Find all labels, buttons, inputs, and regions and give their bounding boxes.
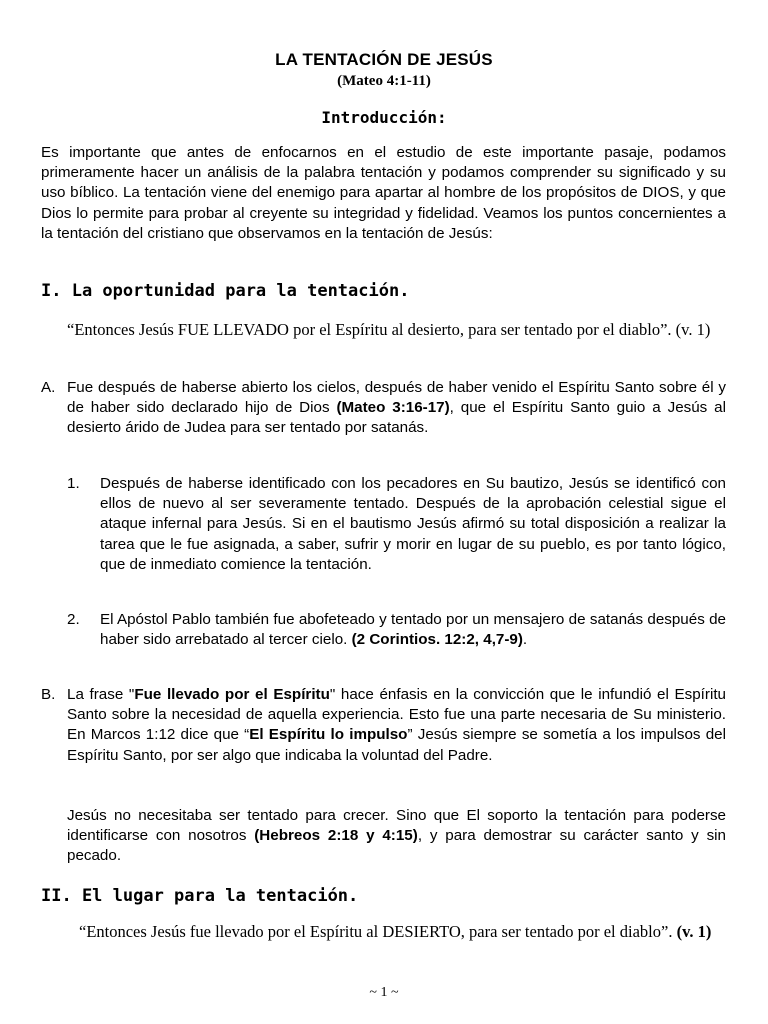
document-title: LA TENTACIÓN DE JESÚS — [275, 50, 493, 69]
point-b2-text-end: , y para demostrar su carácter santo y sin pecado. — [67, 827, 727, 865]
point-b-emphasis-2: El Espíritu lo impulso — [249, 726, 408, 744]
point-a-reference: (Mateo 3:16-17) — [336, 399, 450, 417]
section-2-quote-text: “Entonces Jesús fue llevado por el Espíritu al DESIERTO, para ser tentado por el diablo”. — [79, 922, 677, 941]
point-a-paragraph — [67, 378, 726, 439]
point-a-text-end: , que el Espíritu Santo guio a Jesús al desierto árido de Judea para ser tentado por satanás. — [67, 399, 726, 437]
section-2-heading: II. El lugar para la tentación. — [41, 886, 359, 906]
section-2-quote — [79, 921, 726, 943]
point-b-marker: B. — [41, 686, 56, 703]
section-2-quote-reference: (v. 1) — [676, 922, 712, 941]
sub-2-marker: 2. — [67, 611, 80, 628]
sub-2-text-end: . — [522, 631, 528, 649]
point-b-continuation — [67, 806, 726, 867]
page-number: ~ 1 ~ — [369, 985, 399, 1000]
point-b2-reference: (Hebreos 2:18 y 4:15) — [254, 827, 418, 845]
sub-2-text: El Apóstol Pablo también fue abofeteado y tentado por un mensajero de satanás después de haber sido arrebatado al tercer cielo. — [100, 611, 726, 649]
point-b-text-3: ” Jesús siempre se sometía a los impulsos del Espíritu Santo, por ser algo que indicaba la voluntad del Padre. — [67, 726, 726, 764]
sub-2-paragraph — [100, 610, 726, 650]
point-b-text-1: La frase " — [67, 686, 135, 703]
sub-1-marker: 1. — [67, 475, 80, 492]
point-a-marker: A. — [41, 379, 56, 396]
intro-heading: Introducción: — [321, 108, 447, 127]
sub-1-paragraph: Después de haberse identificado con los pecadores en Su bautizo, Jesús se identificó con ellos de nuevo al ser severamente tentado. Después de la aprobación celestial sigue el ataque infernal para Jesús. Si en el bautismo Jesús afirmó su total disposición a realizar la tarea que le fue asignada, a saber, sufrir y morir en lugar de su pueblo, es por tanto lógico, que de inmediato comience la tentación. — [100, 475, 726, 573]
intro-paragraph: Es importante que antes de enfocarnos en el estudio de este importante pasaje, podamos primeramente hacer un análisis de la palabra tentación y podamos comprender su significado y su uso bíblico. La tentación viene del enemigo para apartar al hombre de los propósitos de DIOS, y que Dios lo permite para probar al creyente su integridad y fidelidad. Veamos los puntos concernientes a la tentación del cristiano que observamos en la tentación de Jesús: — [41, 144, 726, 242]
point-a-text: Fue después de haberse abierto los cielos, después de haber venido el Espíritu Santo sobre él y de haber sido declarado hijo de Dios — [67, 379, 726, 417]
document-subtitle: (Mateo 4:1-11) — [337, 73, 431, 89]
point-b2-text: Jesús no necesitaba ser tentado para crecer. Sino que El soporto la tentación para poderse identificarse con nosotros — [67, 807, 726, 845]
point-b-emphasis-1: Fue llevado por el Espíritu — [134, 686, 330, 703]
section-1-heading: I. La oportunidad para la tentación. — [41, 281, 410, 301]
point-b-paragraph — [67, 685, 726, 766]
section-1-quote: “Entonces Jesús FUE LLEVADO por el Espíritu al desierto, para ser tentado por el diablo”. (v. 1) — [67, 320, 711, 339]
sub-2-reference: (2 Corintios. 12:2, 4,7-9) — [351, 631, 523, 649]
point-b-text-2: " hace énfasis en la convicción que le infundió el Espíritu Santo sobre la necesidad de aquella experiencia. Esto fue una parte necesaria de Su ministerio. En Marcos 1:12 dice que “ — [67, 686, 726, 744]
